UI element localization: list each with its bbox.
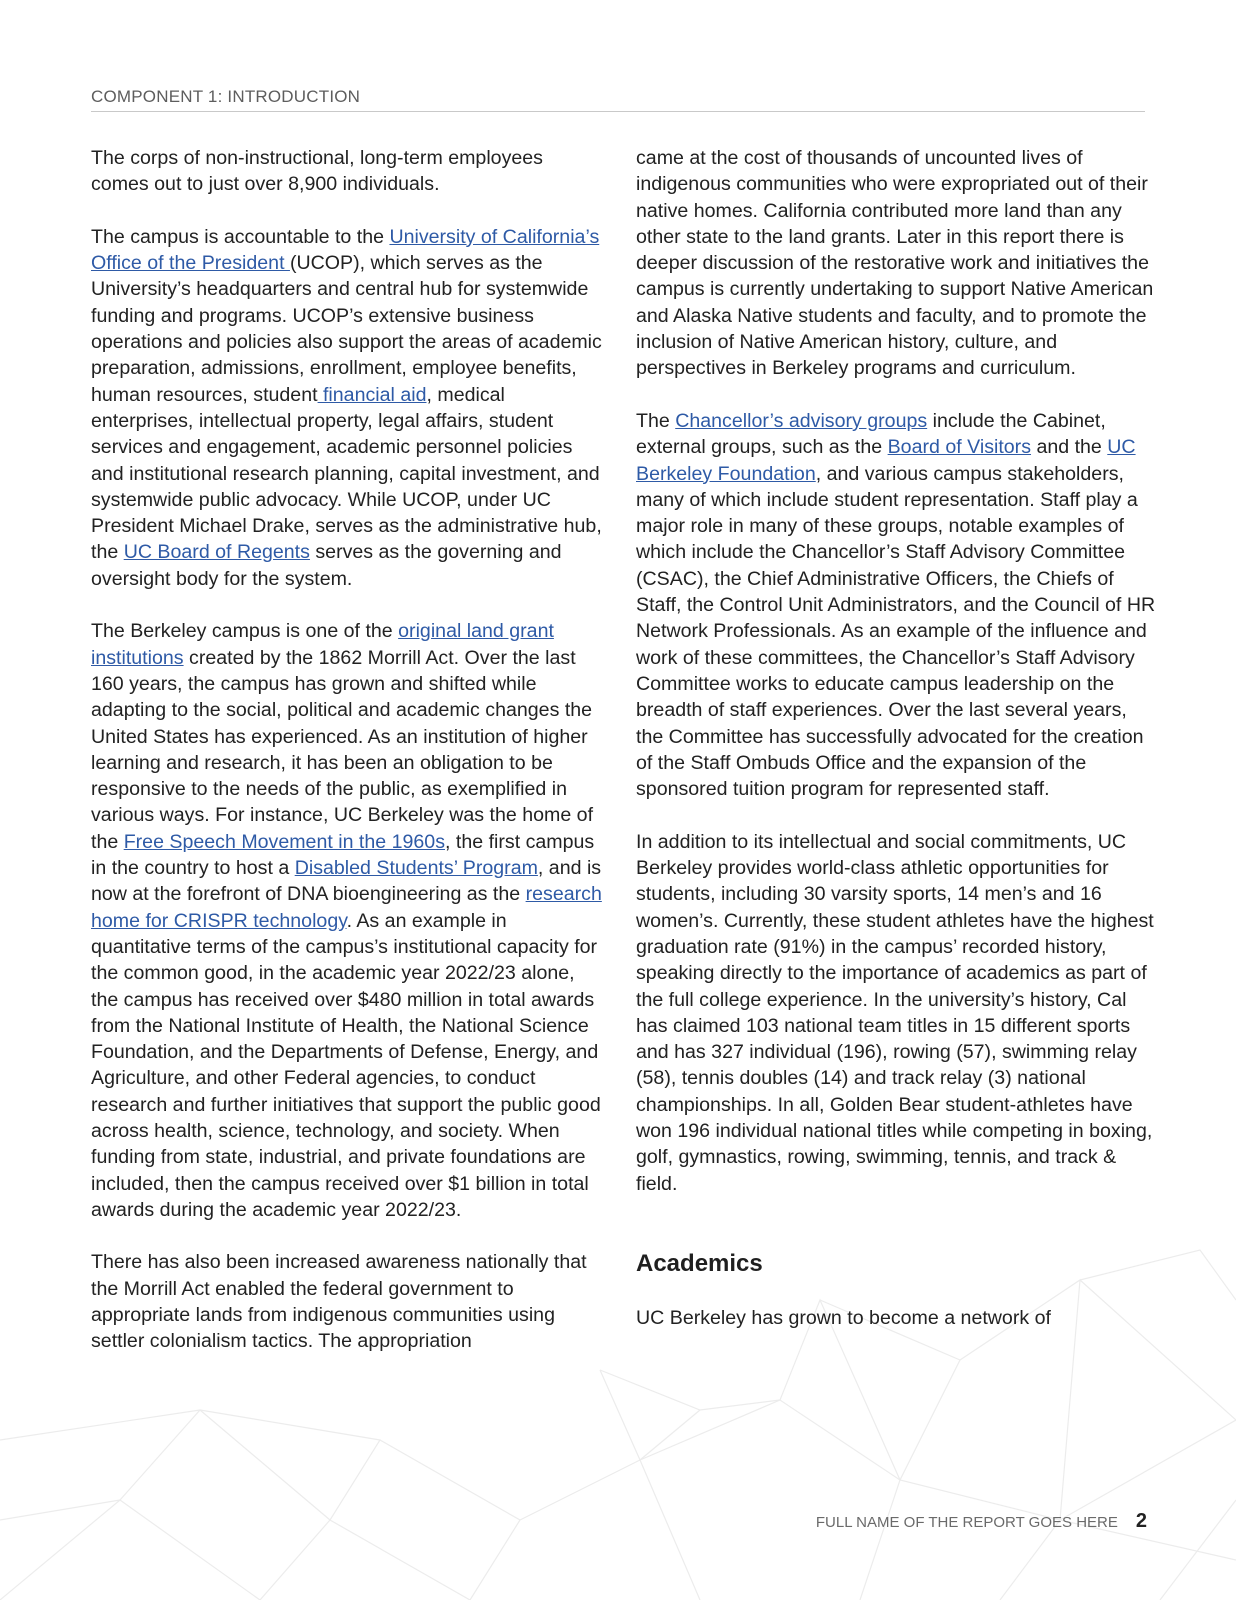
section-header: COMPONENT 1: INTRODUCTION	[91, 87, 1145, 112]
text-run: include the Cabinet, external groups, such as the	[636, 409, 1106, 459]
text-run: The	[636, 409, 676, 432]
paragraph-athletics: In addition to its intellectual and social commitments, UC Berkeley provides world-class athletic opportunities for students, including 30 varsity sports, 14 men’s and 16 women’s. Currently, these student athletes have the highest graduation rate (91%) in the campus’ recorded history, speaking directly to the importance of academics as part of the full college experience. In the university’s history, Cal has claimed 103 national team titles in 15 different sports and has 327 individual (196), rowing (57), swimming relay (58), tennis doubles (14) and track relay (3) national championships. In all, Golden Bear student-athletes have won 196 individual national titles while competing in boxing, golf, gymnastics, rowing, swimming, tennis, and track & field.	[636, 830, 1154, 1195]
paragraph-indigenous: came at the cost of thousands of uncounted lives of indigenous communities who were expropriated out of their native homes. California contributed more land than any other state to the land grants. Later in this report there is deeper discussion of the restorative work and initiatives the campus is currently undertaking to support Native American and Alaska Native students and faculty, and to promote the inclusion of Native American history, culture, and perspectives in Berkeley programs and curriculum.	[636, 147, 1154, 380]
text-run: and the	[1031, 436, 1108, 459]
text-run: The campus is accountable to the	[91, 225, 390, 248]
link-financial-aid[interactable]: financial aid	[317, 383, 427, 406]
paragraph-academics: UC Berkeley has grown to become a network of	[636, 1306, 1051, 1329]
heading-academics: Academics	[636, 1249, 763, 1277]
link-free-speech[interactable]: Free Speech Movement in the 1960s	[123, 830, 445, 853]
link-berkeley-foundation[interactable]: UC Berkeley Foundation	[636, 436, 1136, 485]
paragraph-staff-count: The corps of non-instructional, long-term employees comes out to just over 8,900 individuals.	[91, 147, 543, 196]
paragraph-ucop	[91, 224, 606, 592]
paragraph-morrill-act: There has also been increased awareness nationally that the Morrill Act enabled the federal government to appropriate lands from indigenous communities using settler colonialism tactics. The appropriation	[91, 1251, 587, 1353]
text-run: , and various campus stakeholders, many of which include student representation. Staff play a major role in many of these groups, notable examples of which include the Chancellor’s Staff Advisory Committee (CSAC), the Chief Administrative Officers, the Chiefs of Staff, the Control Unit Administrators, and the Council of HR Network Professionals. As an example of the influence and work of these committees, the Chancellor’s Staff Advisory Committee works to educate campus leadership on the breadth of staff experiences. Over the last several years, the Committee has successfully advocated for the creation of the Staff Ombuds Office and the expansion of the sponsored tuition program for represented staff.	[636, 462, 1156, 801]
page-footer	[816, 1510, 1147, 1533]
link-crispr[interactable]: research home for CRISPR technology	[91, 883, 602, 932]
text-run: The Berkeley campus is one of the	[91, 620, 399, 643]
paragraph-land-grant	[91, 618, 606, 1223]
text-run: (UCOP), which serves as the University’s headquarters and central hub for systemwide funding and programs. UCOP’s extensive business operations and policies also support the areas of academic preparation, admissions, enrollment, employee benefits, human resources, student	[91, 252, 602, 406]
left-column	[91, 145, 606, 1381]
footer-report-name: FULL NAME OF THE REPORT GOES HERE	[815, 1514, 1118, 1531]
link-disabled-students[interactable]: Disabled Students’ Program	[294, 857, 538, 880]
right-column	[636, 145, 1156, 1357]
link-board-of-regents[interactable]: UC Board of Regents	[123, 541, 310, 564]
text-run: . As an example in quantitative terms of the campus’s institutional capacity for the common good, in the academic year 2022/23 alone, the campus has received over $480 million in total awards from the National Institute of Health, the National Science Foundation, and the Departments of Defense, Energy, and Agriculture, and other Federal agencies, to conduct research and further initiatives that support the public good across health, science, technology, and society. When funding from state, industrial, and private foundations are included, then the campus received over $1 billion in total awards during the academic year 2022/23.	[91, 909, 601, 1221]
text-run: , and is now at the forefront of DNA bioengineering as the	[91, 857, 602, 906]
link-advisory-groups[interactable]: Chancellor’s advisory groups	[675, 409, 928, 432]
paragraph-advisory-groups	[636, 408, 1156, 802]
text-run: serves as the governing and oversight body for the system.	[91, 541, 562, 590]
page-number: 2	[1135, 1510, 1147, 1532]
text-run: created by the 1862 Morrill Act. Over the last 160 years, the campus has grown and shifted while adapting to the social, political and academic changes the United States has experienced. As an institution of higher learning and research, it has been an obligation to be responsive to the needs of the public, as exemplified in various ways. For instance, UC Berkeley was the home of the	[91, 646, 594, 853]
link-board-of-visitors[interactable]: Board of Visitors	[887, 436, 1032, 459]
text-run: , the first campus in the country to host a	[91, 830, 595, 880]
link-land-grant[interactable]: original land grant institutions	[91, 620, 554, 669]
link-ucop[interactable]: University of California’s Office of the President	[91, 225, 600, 275]
text-run: , medical enterprises, intellectual property, legal affairs, student services and engagement, academic personnel policies and institutional research planning, capital investment, and systemwide public advocacy. While UCOP, under UC President Michael Drake, serves as the administrative hub, the	[91, 383, 602, 564]
